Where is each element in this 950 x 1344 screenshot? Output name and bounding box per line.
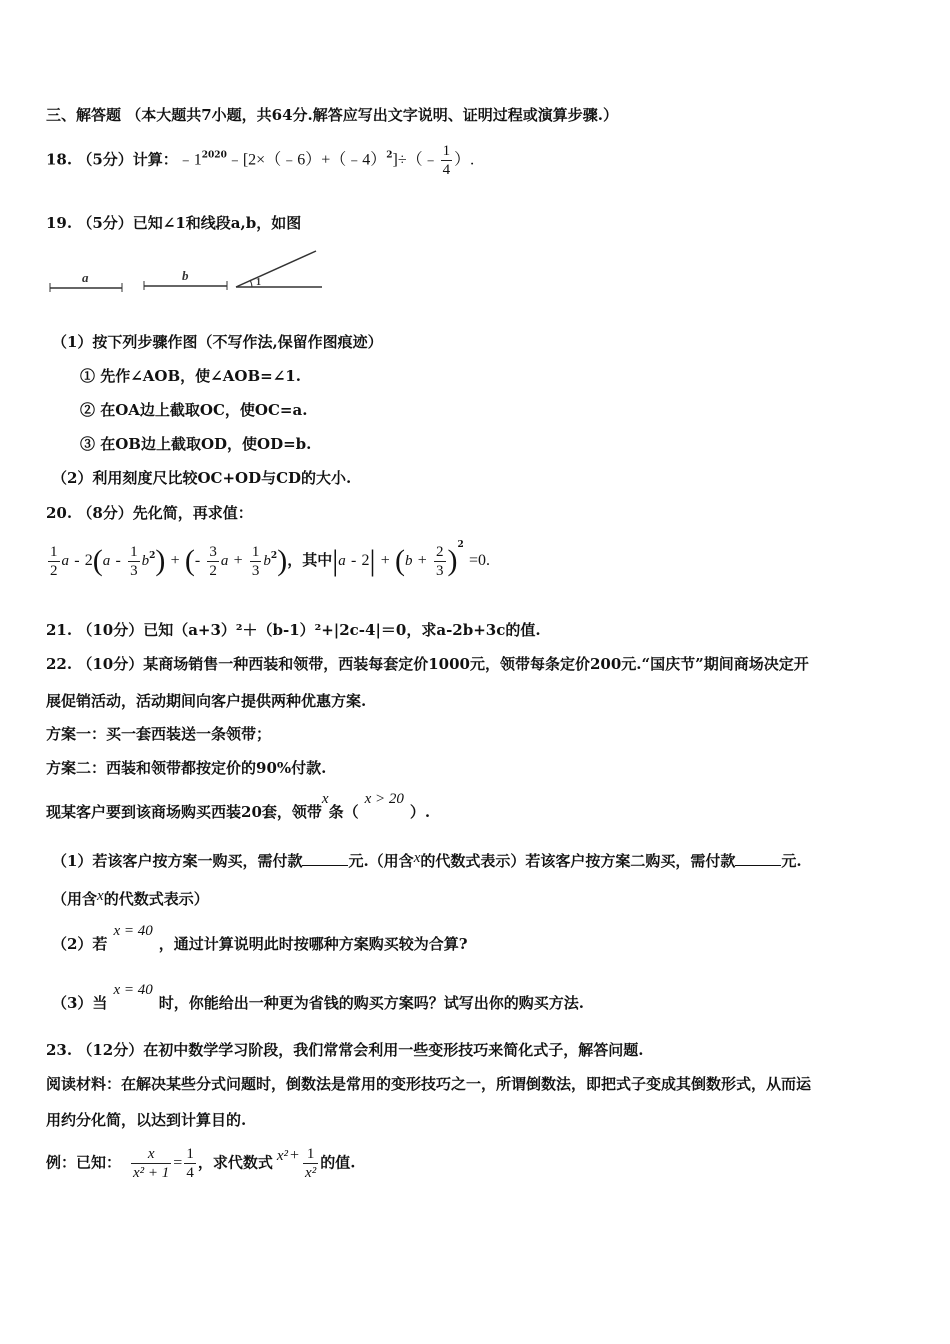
abs-bar: | xyxy=(332,544,339,577)
paren-close: ) xyxy=(277,544,288,577)
frac-den: x² xyxy=(305,1165,317,1181)
q22-line3-text: ）. xyxy=(409,803,431,821)
var-x: x xyxy=(97,888,104,904)
paren-close: ) xyxy=(155,544,166,577)
coefficient-2: 2 xyxy=(84,552,93,569)
q23-frac-x-over-x2p1 xyxy=(131,1145,171,1182)
frac-num: 2 xyxy=(436,543,444,560)
q18-fraction xyxy=(441,142,453,179)
q18-expr-end: ）. xyxy=(454,151,475,169)
var-b: b xyxy=(263,553,271,569)
q19-figure xyxy=(44,245,334,297)
var-a: a xyxy=(102,553,111,569)
segment-b xyxy=(144,268,227,290)
var-a: a xyxy=(61,553,69,569)
q20-where: ，其中 xyxy=(287,551,333,569)
var-b: b xyxy=(405,553,413,569)
q22-part1-text: 的代数式表示） xyxy=(103,890,209,908)
q22-part1-text: 元.（用含 xyxy=(348,852,414,870)
q22-part1-text: （1）若该客户按方案一购买，需付款 xyxy=(52,852,303,870)
q23-line3: 用约分化简，以达到计算目的. xyxy=(46,1111,247,1129)
q22-line2: 展促销活动，活动期间向客户提供两种优惠方案. xyxy=(46,692,367,710)
number-2: 2 xyxy=(361,552,370,569)
minus-sign: - xyxy=(115,552,121,569)
q22-part1-cont xyxy=(52,888,209,909)
q22-part1-text: 的代数式表示）若该客户按方案二购买，需付款 xyxy=(420,852,736,870)
q19-part2: （2）利用刻度尺比较OC+OD与CD的大小. xyxy=(52,469,352,487)
q22-part3-text: 时，你能给出一种更为省钱的购买方案吗？试写出你的购买方法. xyxy=(158,994,584,1012)
q23-example-text: 的值. xyxy=(320,1153,356,1172)
frac-den: 3 xyxy=(436,562,444,579)
exponent-2: 2 xyxy=(270,551,278,561)
frac-num: 1 xyxy=(303,1145,318,1164)
angle-1-label: 1 xyxy=(256,277,261,288)
q18-expr-a: ﹣1 xyxy=(177,151,202,169)
q22-part2-text: ，通过计算说明此时按哪种方案购买较为合算? xyxy=(158,935,468,953)
q22-part3-text: （3）当 xyxy=(52,994,108,1012)
q22-part2-text: （2）若 xyxy=(52,935,108,953)
frac-den: x² + 1 xyxy=(133,1165,170,1181)
paren-open: ( xyxy=(184,544,195,577)
paren-open: ( xyxy=(92,544,103,577)
var-a: a xyxy=(338,553,346,569)
frac-den: 2 xyxy=(50,562,58,579)
frac-num: 1 xyxy=(50,543,58,560)
q22-plan2: 方案二：西装和领带都按定价的90%付款. xyxy=(46,759,327,777)
angle-1 xyxy=(236,251,322,288)
paren-open: ( xyxy=(395,544,406,577)
segment-a-label: a xyxy=(82,270,89,285)
q23-frac-1-over-x2 xyxy=(303,1145,318,1182)
q18-frac-den: 4 xyxy=(442,162,451,178)
q23-example xyxy=(46,1145,355,1182)
question-20: 20. （8分）先化简，再求值： xyxy=(46,504,253,522)
question-21: 21. （10分）已知（a+3）²＋（b-1）²+|2c-4|＝0，求a-2b+3c的值. xyxy=(46,621,541,639)
var-x: x xyxy=(413,850,421,866)
condition-x-gt-20: x > 20 xyxy=(364,791,404,807)
plus-sign: + xyxy=(380,552,390,569)
frac-den: 3 xyxy=(251,562,260,579)
plus-sign: + xyxy=(290,1146,300,1164)
section-header: 三、解答题 （本大题共7小题，共64分.解答应写出文字说明、证明过程或演算步骤.） xyxy=(46,106,618,124)
q19-step3: ③ 在OB边上截取OD，使OD=b. xyxy=(80,435,312,453)
exponent-2: 2 xyxy=(149,551,156,561)
question-18 xyxy=(46,142,474,179)
q20-frac-2-3 xyxy=(434,543,446,580)
minus-sign: - xyxy=(74,552,80,569)
q23-line2: 阅读材料：在解决某些分式问题时，倒数法是常用的变形技巧之一，所谓倒数法，即把式子变成其倒数形式，从而运 xyxy=(46,1075,812,1093)
q20-frac-1-3 xyxy=(128,543,140,580)
q22-line3-text: 现某客户要到该商场购买西装20套，领带 xyxy=(46,803,322,821)
frac-num: 1 xyxy=(130,543,138,560)
frac-num: 1 xyxy=(251,543,260,560)
q22-line3 xyxy=(46,791,431,822)
frac-num: x xyxy=(131,1145,171,1164)
q23-line1: 23. （12分）在初中数学学习阶段，我们常常会利用一些变形技巧来简化式子，解答问题. xyxy=(46,1041,644,1059)
minus-sign: - xyxy=(350,552,357,569)
q19-step2: ② 在OA边上截取OC，使OC=a. xyxy=(80,401,308,419)
var-b: b xyxy=(141,553,150,569)
abs-bar: | xyxy=(369,544,376,577)
plus-sign: + xyxy=(233,552,243,569)
q18-exponent-2020: 2020 xyxy=(201,150,227,161)
q18-expr-c: ]÷（﹣ xyxy=(392,151,439,169)
minus-sign: - xyxy=(194,552,201,569)
q18-expr-b: ﹣[2×（﹣6）+（﹣4） xyxy=(226,151,387,169)
frac-den: 2 xyxy=(209,562,217,579)
exponent-2: 2 xyxy=(457,540,464,550)
plus-sign: + xyxy=(417,552,427,569)
equals-sign: = xyxy=(173,1154,183,1172)
q22-plan1: 方案一：买一套西装送一条领带； xyxy=(46,725,272,743)
segment-a xyxy=(50,270,122,292)
x-squared: x² xyxy=(276,1147,288,1164)
answer-blank-1[interactable] xyxy=(302,851,348,866)
frac-num: 3 xyxy=(209,543,217,560)
q18-frac-num: 1 xyxy=(442,143,451,159)
q18-prefix: 18. （5分）计算： xyxy=(46,150,178,169)
q22-part1-text: 元. xyxy=(781,852,802,870)
q22-part2 xyxy=(52,923,468,954)
q19-part1: （1）按下列步骤作图（不写作法,保留作图痕迹） xyxy=(52,333,383,351)
x-equals-40: x = 40 xyxy=(113,923,153,939)
q22-part3 xyxy=(52,982,584,1013)
equals-zero: =0. xyxy=(469,552,491,569)
q22-line3-text: 条（ xyxy=(328,803,359,821)
q18-exponent-2: 2 xyxy=(386,150,393,161)
q20-frac-1-3b xyxy=(250,543,262,580)
q23-example-text: ，求代数式 xyxy=(197,1153,273,1172)
q20-frac-1-2 xyxy=(48,543,60,580)
q22-part1 xyxy=(52,850,802,871)
q23-example-text: 例：已知： xyxy=(46,1153,122,1172)
q20-frac-3-2 xyxy=(207,543,219,580)
var-x: x xyxy=(321,791,329,807)
frac-den: 3 xyxy=(130,562,138,579)
q23-frac-1-4 xyxy=(184,1145,196,1182)
x-equals-40: x = 40 xyxy=(113,982,153,998)
question-19: 19. （5分）已知∠1和线段a,b，如图 xyxy=(46,214,302,232)
q19-step1: ① 先作∠AOB，使∠AOB=∠1. xyxy=(80,367,301,385)
plus-sign: + xyxy=(170,552,180,569)
frac-den: 4 xyxy=(186,1165,194,1181)
q20-expression xyxy=(46,540,490,580)
segment-b-label: b xyxy=(182,268,189,283)
q22-line1: 22. （10分）某商场销售一种西装和领带，西装每套定价1000元，领带每条定价200元.“国庆节”期间商场决定开 xyxy=(46,655,809,673)
frac-num: 1 xyxy=(186,1146,194,1162)
paren-close: ) xyxy=(447,544,458,577)
var-a: a xyxy=(220,553,229,569)
answer-blank-2[interactable] xyxy=(735,851,781,866)
q22-part1-text: （用含 xyxy=(52,890,98,908)
